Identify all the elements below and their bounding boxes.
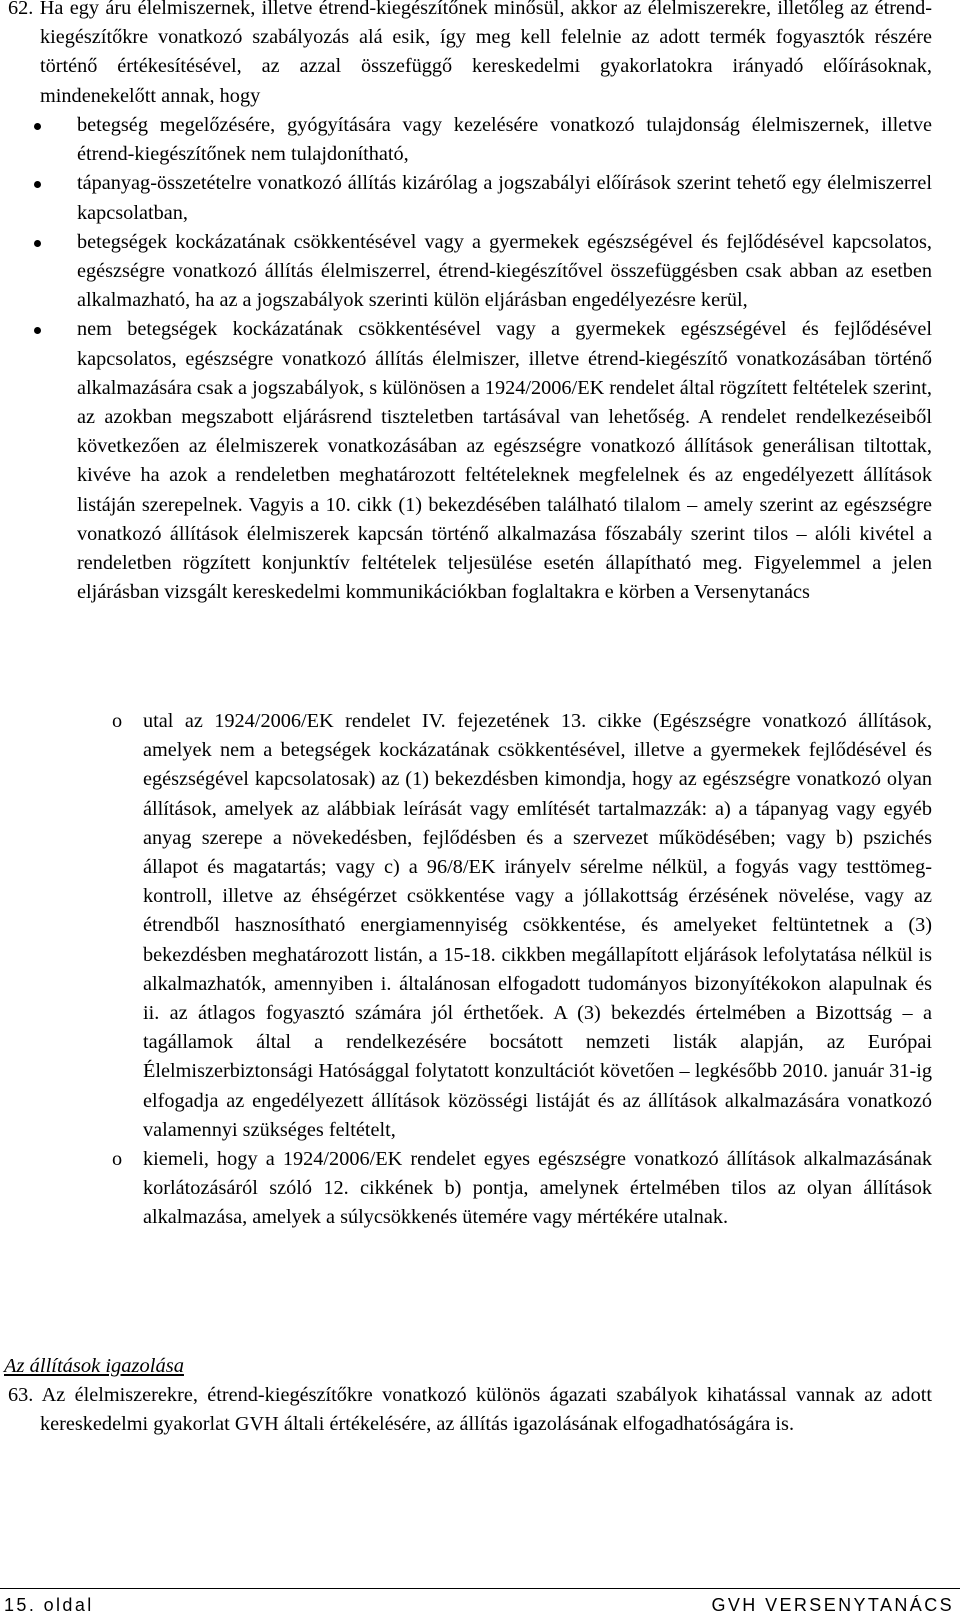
footer-organization: GVH VERSENYTANÁCS (711, 1595, 954, 1615)
bullet-icon (34, 240, 41, 247)
bullet-text: tápanyag-összetételre vonatkozó állítás kizárólag a jogszabályi előírások szerint tehető egy élelmiszerrel kapcsolatban, (77, 172, 932, 224)
paragraph-63 (8, 1381, 932, 1439)
footer-divider (0, 1588, 960, 1589)
bullet-item (32, 315, 932, 607)
paragraph-number: 63. (8, 1384, 42, 1406)
sub-list-item (32, 1145, 932, 1233)
bullet-text: betegség megelőzésére, gyógyítására vagy kezelésére vonatkozó tulajdonság élelmiszernek, illetve étrend-kiegészítőnek nem tulajdonítható, (77, 114, 932, 166)
bullet-icon (34, 123, 41, 130)
bullet-icon (34, 327, 41, 334)
bullet-text: nem betegségek kockázatának csökkentésével vagy a gyermekek egészségével és fejlődésével kapcsolatos, egészségre vonatkozó állítás élelmiszer, illetve étrend-kiegészítő vonatkozásában történő alkalmazására csak a jogszabályok, s különösen a 1924/2006/EK rendelet által rögzített feltételek szerint, az azokban megszabott eljárásrend tiszteletben tartásával van lehetőség. A rendelet rendelkezéseiből következően az élelmiszerek vonatkozásában az egészségre vonatkozó állítások generálisan tiltottak, kivéve ha azok a rendeletben meghatározott feltételeknek megfelelnek és az engedélyezett állítások listáján szerepelnek. Vagyis a 10. cikk (1) bekezdésében található tilalom – amely szerint az egészségre vonatkozó állítások élelmiszerek kapcsán történő alkalmazása főszabály szerint tilos – alóli kivétel a rendeletben rögzített konjunktív feltételek teljesülése esetén állapítható meg. Figyelemmel a jelen eljárásban vizsgált kereskedelmi kommunikációkban foglaltakra e körben a Versenytanács (77, 318, 932, 604)
paragraph-62 (8, 0, 932, 111)
circle-marker-icon: o (112, 710, 123, 732)
sub-list-wrapper (32, 707, 932, 1233)
paragraph-number: 62. (8, 0, 40, 19)
paragraph-intro: Ha egy áru élelmiszernek, illetve étrend-kiegészítőnek minősül, akkor az élelmiszerekre, illetőleg az étrend-kiegészítőkre vonatkozó szabályozás alá esik, így meg kell felelnie az adott termék fogyasztók részére történő értékesítésével, az azzal összefüggő kereskedelmi gyakorlatokra irányadó előírásoknak, mindenekelőtt annak, hogy (39, 0, 933, 107)
circle-marker-icon: o (112, 1148, 123, 1171)
footer-page-number: 15. oldal (4, 1595, 94, 1615)
sub-list (32, 707, 932, 1233)
bullet-item (32, 111, 932, 169)
sub-item-text: utal az 1924/2006/EK rendelet IV. fejezetének 13. cikke (Egészségre vonatkozó állítások, amelyek nem a betegségek kockázatának csökkentésével, illetve a gyermekek fejlődésével és egészségével kapcsolatosak) az (1) bekezdésben kimondja, hogy az egészségre vonatkozó olyan állítások, amelyek az alábbiak leírását vagy említését tartalmazzák: a) a tápanyag vagy egyéb anyag szerepe a növekedésben, fejlődésben és a szervezet működésében; vagy b) pszichés állapot és magatartás; vagy c) a 96/8/EK irányelv sérelme nélkül, a fogyás vagy testtömeg-kontroll, illetve az éhségérzet csökkentése vagy a jóllakottság érzésének növelése, vagy az étrendből hasznosítható energiamennyiség csökkentése, és amelyeket feltüntetnek a (3) bekezdésben meghatározott listán, a 15-18. cikkben megállapított eljárások lefolytatása nélkül is alkalmazhatók, amennyiben i. általánosan elfogadott tudományos bizonyítékokon alapulnak és ii. az átlagos fogyasztó számára jól érthetőek. A (3) bekezdés értelmében a Bizottság – a tagállamok által a rendelkezésére bocsátott nemzeti listák alapján, az Európai Élelmiszerbiztonsági Hatósággal folytatott konzultációt követően – legkésőbb 2010. január 31-ig elfogadja az engedélyezett állítások közösségi listáját és az állítások alkalmazására vonatkozó valamennyi szükséges feltételt, (143, 710, 932, 1141)
sub-list-item (32, 707, 932, 1145)
sub-item-text: kiemeli, hogy a 1924/2006/EK rendelet egyes egészségre vonatkozó állítások alkalmazásának korlátozásáról szóló 12. cikkének b) pontja, amelynek értelmében tilos az olyan állítások alkalmazása, amelyek a súlycsökkenés ütemére vagy mértékére utalnak. (143, 1148, 932, 1229)
bullet-list (32, 111, 932, 607)
bullet-item (32, 169, 932, 227)
bullet-text: betegségek kockázatának csökkentésével vagy a gyermekek egészségével és fejlődésével kapcsolatos, egészségre vonatkozó állítás élelmiszerrel, étrend-kiegészítővel összefüggésben csak abban az esetben alkalmazható, ha az a jogszabályok szerinti külön eljárásban engedélyezésre kerül, (77, 230, 932, 312)
bullet-icon (34, 181, 41, 188)
section-heading: Az állítások igazolása (4, 1355, 184, 1377)
paragraph-text: Az élelmiszerekre, étrend-kiegészítőkre vonatkozó különös ágazati szabályok kihatással vannak az adott kereskedelmi gyakorlat GVH általi értékelésére, az állítás igazolásának elfogadhatóságára is. (40, 1384, 932, 1436)
bullet-item (32, 228, 932, 316)
